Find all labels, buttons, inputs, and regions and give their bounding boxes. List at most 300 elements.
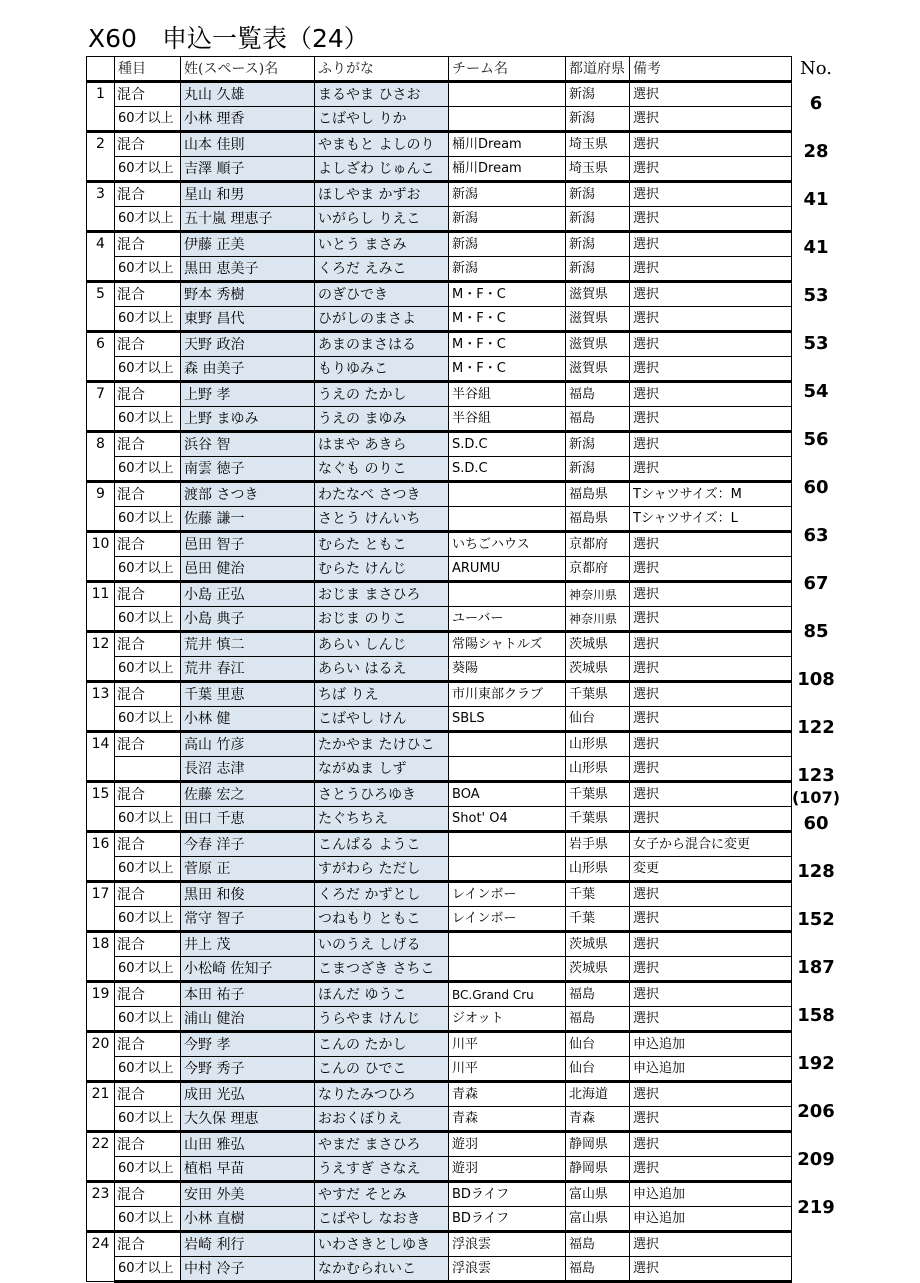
entry-number: 6 (87, 332, 115, 382)
prefecture-cell: 新潟 (566, 232, 630, 257)
kana-cell: ほしやま かずお (315, 182, 449, 207)
entry-no-value: 41 (803, 237, 829, 258)
prefecture-cell: 千葉県 (566, 782, 630, 807)
note-cell: 選択 (630, 1007, 792, 1032)
table-row (87, 832, 792, 857)
team-cell: BC.Grand Cru (449, 982, 566, 1007)
name-cell: 南雲 徳子 (181, 457, 315, 482)
prefecture-cell: 福島 (566, 1007, 630, 1032)
prefecture-cell: 福島県 (566, 507, 630, 532)
note-cell: 選択 (630, 132, 792, 157)
table-row (87, 1232, 792, 1257)
entry-number: 4 (87, 232, 115, 282)
category-cell: 混合 (115, 332, 181, 357)
kana-cell: くろだ かずとし (315, 882, 449, 907)
category-cell: 60才以上 (115, 207, 181, 232)
team-cell: 葵陽 (449, 657, 566, 682)
note-cell: 選択 (630, 757, 792, 782)
category-cell: 60才以上 (115, 107, 181, 132)
kana-cell: わたなべ さつき (315, 482, 449, 507)
table-row (87, 782, 792, 807)
table-row (87, 557, 792, 582)
team-cell: 青森 (449, 1107, 566, 1132)
team-cell: M・F・C (449, 357, 566, 382)
name-cell: 上野 まゆみ (181, 407, 315, 432)
entry-no-value: 60 (803, 477, 829, 498)
name-cell: 大久保 理恵 (181, 1107, 315, 1132)
note-cell: 選択 (630, 607, 792, 632)
name-cell: 小島 典子 (181, 607, 315, 632)
team-cell: M・F・C (449, 282, 566, 307)
name-cell: 岩崎 利行 (181, 1232, 315, 1257)
kana-cell: さとう けんいち (315, 507, 449, 532)
entry-no-value: 53 (803, 333, 829, 354)
team-cell: 川平 (449, 1032, 566, 1057)
prefecture-cell: 福島 (566, 1257, 630, 1282)
team-cell (449, 732, 566, 757)
note-cell: 選択 (630, 382, 792, 407)
note-cell: 選択 (630, 557, 792, 582)
note-cell: 選択 (630, 782, 792, 807)
category-cell: 混合 (115, 282, 181, 307)
prefecture-cell: 千葉 (566, 907, 630, 932)
kana-cell: こんぱる ようこ (315, 832, 449, 857)
kana-cell: こんの ひでこ (315, 1057, 449, 1082)
prefecture-cell: 滋賀県 (566, 332, 630, 357)
entry-no-value: 122 (797, 717, 835, 738)
prefecture-cell: 仙台 (566, 707, 630, 732)
team-cell: 常陽シャトルズ (449, 632, 566, 657)
kana-cell: うえの たかし (315, 382, 449, 407)
team-cell: 市川東部クラブ (449, 682, 566, 707)
kana-cell: はまや あきら (315, 432, 449, 457)
prefecture-cell: 新潟 (566, 257, 630, 282)
category-cell: 60才以上 (115, 707, 181, 732)
entry-number: 20 (87, 1032, 115, 1082)
name-cell: 浦山 健治 (181, 1007, 315, 1032)
kana-cell: こばやし けん (315, 707, 449, 732)
note-cell: 選択 (630, 732, 792, 757)
table-row (87, 1057, 792, 1082)
note-cell: 選択 (630, 657, 792, 682)
note-cell: 選択 (630, 582, 792, 607)
kana-cell: ちば りえ (315, 682, 449, 707)
category-cell: 60才以上 (115, 1007, 181, 1032)
category-cell: 混合 (115, 182, 181, 207)
kana-cell: あらい しんじ (315, 632, 449, 657)
note-cell: 選択 (630, 107, 792, 132)
table-row (87, 1082, 792, 1107)
table-row (87, 107, 792, 132)
name-cell: 吉澤 順子 (181, 157, 315, 182)
entry-no-value: 6 (809, 93, 823, 114)
category-cell: 60才以上 (115, 657, 181, 682)
name-cell: 常守 智子 (181, 907, 315, 932)
entry-no-value: 67 (803, 573, 829, 594)
kana-cell: こんの たかし (315, 1032, 449, 1057)
team-cell: S.D.C (449, 457, 566, 482)
team-cell: BDライフ (449, 1207, 566, 1232)
prefecture-cell: 青森 (566, 1107, 630, 1132)
note-cell: 選択 (630, 1082, 792, 1107)
entry-number: 12 (87, 632, 115, 682)
prefecture-cell: 茨城県 (566, 632, 630, 657)
kana-cell: くろだ えみこ (315, 257, 449, 282)
note-cell: 選択 (630, 257, 792, 282)
entry-no-value: 206 (797, 1101, 835, 1122)
entry-number: 21 (87, 1082, 115, 1132)
header-team: チーム名 (449, 57, 566, 82)
category-cell: 混合 (115, 882, 181, 907)
prefecture-cell: 滋賀県 (566, 357, 630, 382)
table-row (87, 907, 792, 932)
table-row (87, 507, 792, 532)
team-cell: いちごハウス (449, 532, 566, 557)
name-cell: 山田 雅弘 (181, 1132, 315, 1157)
team-cell: BOA (449, 782, 566, 807)
entry-no-value: 219 (797, 1197, 835, 1218)
team-cell (449, 507, 566, 532)
note-cell: 選択 (630, 707, 792, 732)
entry-number: 13 (87, 682, 115, 732)
category-cell: 60才以上 (115, 1257, 181, 1282)
name-cell: 菅原 正 (181, 857, 315, 882)
entry-no-value: 158 (797, 1005, 835, 1026)
category-cell: 混合 (115, 482, 181, 507)
note-cell: 選択 (630, 157, 792, 182)
table-row (87, 682, 792, 707)
prefecture-cell: 新潟 (566, 82, 630, 107)
name-cell: 邑田 健治 (181, 557, 315, 582)
note-cell: 選択 (630, 1107, 792, 1132)
name-cell: 渡部 さつき (181, 482, 315, 507)
entry-no-value: 152 (797, 909, 835, 930)
note-cell: 申込追加 (630, 1182, 792, 1207)
note-cell: 選択 (630, 632, 792, 657)
table-row (87, 857, 792, 882)
category-cell: 60才以上 (115, 407, 181, 432)
name-cell: 浜谷 智 (181, 432, 315, 457)
name-cell: 井上 茂 (181, 932, 315, 957)
category-cell: 混合 (115, 682, 181, 707)
table-row (87, 707, 792, 732)
name-cell: 山本 佳則 (181, 132, 315, 157)
team-cell: 新潟 (449, 207, 566, 232)
category-cell: 混合 (115, 1032, 181, 1057)
category-cell: 混合 (115, 432, 181, 457)
note-cell: 選択 (630, 1257, 792, 1282)
team-cell: BDライフ (449, 1182, 566, 1207)
table-row (87, 1032, 792, 1057)
header-num (87, 57, 115, 82)
category-cell: 混合 (115, 1082, 181, 1107)
category-cell: 混合 (115, 1132, 181, 1157)
category-cell: 混合 (115, 932, 181, 957)
category-cell: 混合 (115, 732, 181, 757)
note-cell: 申込追加 (630, 1207, 792, 1232)
header-pref: 都道府県 (566, 57, 630, 82)
note-cell: 選択 (630, 982, 792, 1007)
kana-cell: うえの まゆみ (315, 407, 449, 432)
table-row (87, 757, 792, 782)
table-row (87, 982, 792, 1007)
prefecture-cell: 埼玉県 (566, 157, 630, 182)
prefecture-cell: 新潟 (566, 432, 630, 457)
category-cell: 混合 (115, 232, 181, 257)
note-cell: 選択 (630, 282, 792, 307)
table-row (87, 457, 792, 482)
entry-no-sub-value: (107) (791, 788, 841, 807)
table-row (87, 207, 792, 232)
kana-cell: おおくぼりえ (315, 1107, 449, 1132)
kana-cell: うえすぎ さなえ (315, 1157, 449, 1182)
entry-no-value: 53 (803, 285, 829, 306)
note-cell: 申込追加 (630, 1032, 792, 1057)
team-cell (449, 107, 566, 132)
entry-no-value: 54 (803, 381, 829, 402)
kana-cell: ながぬま しず (315, 757, 449, 782)
category-cell: 混合 (115, 582, 181, 607)
name-cell: 安田 外美 (181, 1182, 315, 1207)
note-cell: 選択 (630, 1157, 792, 1182)
entry-number: 24 (87, 1232, 115, 1282)
kana-cell: さとうひろゆき (315, 782, 449, 807)
entry-number: 7 (87, 382, 115, 432)
prefecture-cell: 富山県 (566, 1207, 630, 1232)
entry-number: 23 (87, 1182, 115, 1232)
prefecture-cell: 北海道 (566, 1082, 630, 1107)
table-row (87, 532, 792, 557)
team-cell: 桶川Dream (449, 132, 566, 157)
header-note: 備考 (630, 57, 792, 82)
prefecture-cell: 岩手県 (566, 832, 630, 857)
category-cell: 60才以上 (115, 1157, 181, 1182)
kana-cell: むらた けんじ (315, 557, 449, 582)
entry-no-value: 60 (803, 813, 829, 834)
table-row (87, 282, 792, 307)
team-cell: M・F・C (449, 307, 566, 332)
team-cell: ARUMU (449, 557, 566, 582)
name-cell: 丸山 久雄 (181, 82, 315, 107)
name-cell: 小林 健 (181, 707, 315, 732)
team-cell: S.D.C (449, 432, 566, 457)
kana-cell: あらい はるえ (315, 657, 449, 682)
kana-cell: こばやし なおき (315, 1207, 449, 1232)
category-cell: 混合 (115, 532, 181, 557)
category-cell: 60才以上 (115, 957, 181, 982)
table-row (87, 732, 792, 757)
header-category: 種目 (115, 57, 181, 82)
table-row (87, 1207, 792, 1232)
entry-no-value: 85 (803, 621, 829, 642)
prefecture-cell: 埼玉県 (566, 132, 630, 157)
prefecture-cell: 茨城県 (566, 957, 630, 982)
category-cell: 60才以上 (115, 807, 181, 832)
entry-number: 8 (87, 432, 115, 482)
name-cell: 小林 直樹 (181, 1207, 315, 1232)
prefecture-cell: 静岡県 (566, 1157, 630, 1182)
prefecture-cell: 仙台 (566, 1057, 630, 1082)
name-cell: 今野 秀子 (181, 1057, 315, 1082)
kana-cell: まるやま ひさお (315, 82, 449, 107)
entry-number: 10 (87, 532, 115, 582)
team-cell: レインボー (449, 882, 566, 907)
name-cell: 小島 正弘 (181, 582, 315, 607)
table-row (87, 307, 792, 332)
kana-cell: たぐちちえ (315, 807, 449, 832)
kana-cell: なりたみつひろ (315, 1082, 449, 1107)
team-cell (449, 582, 566, 607)
prefecture-cell: 福島 (566, 1232, 630, 1257)
category-cell: 混合 (115, 632, 181, 657)
kana-cell: もりゆみこ (315, 357, 449, 382)
name-cell: 本田 祐子 (181, 982, 315, 1007)
team-cell: 遊羽 (449, 1132, 566, 1157)
entry-table (86, 56, 792, 1283)
note-cell: 選択 (630, 532, 792, 557)
note-cell: 選択 (630, 882, 792, 907)
category-cell: 60才以上 (115, 557, 181, 582)
table-row (87, 82, 792, 107)
note-cell: 選択 (630, 357, 792, 382)
entry-number: 2 (87, 132, 115, 182)
kana-cell: のぎひでき (315, 282, 449, 307)
table-row (87, 182, 792, 207)
entry-no-value: 128 (797, 861, 835, 882)
table-row (87, 882, 792, 907)
note-cell: 選択 (630, 82, 792, 107)
kana-cell: うらやま けんじ (315, 1007, 449, 1032)
name-cell: 伊藤 正美 (181, 232, 315, 257)
table-row (87, 1257, 792, 1282)
team-cell: 新潟 (449, 182, 566, 207)
category-cell: 60才以上 (115, 457, 181, 482)
name-cell: 今春 洋子 (181, 832, 315, 857)
team-cell (449, 757, 566, 782)
table-row (87, 1157, 792, 1182)
table-row (87, 607, 792, 632)
name-cell: 森 由美子 (181, 357, 315, 382)
kana-cell: むらた ともこ (315, 532, 449, 557)
prefecture-cell: 神奈川県 (566, 582, 630, 607)
note-cell: 選択 (630, 432, 792, 457)
prefecture-cell: 山形県 (566, 857, 630, 882)
entry-no-value: 41 (803, 189, 829, 210)
note-cell: 選択 (630, 207, 792, 232)
category-cell: 60才以上 (115, 507, 181, 532)
team-cell (449, 482, 566, 507)
table-row (87, 332, 792, 357)
entry-number: 17 (87, 882, 115, 932)
prefecture-cell: 京都府 (566, 557, 630, 582)
table-row (87, 1007, 792, 1032)
kana-cell: いがらし りえこ (315, 207, 449, 232)
prefecture-cell: 仙台 (566, 1032, 630, 1057)
note-cell: 選択 (630, 457, 792, 482)
category-cell: 混合 (115, 832, 181, 857)
category-cell: 60才以上 (115, 1107, 181, 1132)
entry-number: 5 (87, 282, 115, 332)
note-cell: 選択 (630, 1232, 792, 1257)
prefecture-cell: 茨城県 (566, 657, 630, 682)
team-cell (449, 932, 566, 957)
name-cell: 中村 冷子 (181, 1257, 315, 1282)
prefecture-cell: 山形県 (566, 732, 630, 757)
kana-cell: やすだ そとみ (315, 1182, 449, 1207)
table-row (87, 482, 792, 507)
prefecture-cell: 新潟 (566, 182, 630, 207)
team-cell: 遊羽 (449, 1157, 566, 1182)
category-cell: 60才以上 (115, 1057, 181, 1082)
table-row (87, 657, 792, 682)
kana-cell: やまもと よしのり (315, 132, 449, 157)
note-cell: 選択 (630, 957, 792, 982)
entry-number: 18 (87, 932, 115, 982)
note-cell: 申込追加 (630, 1057, 792, 1082)
team-cell: レインボー (449, 907, 566, 932)
prefecture-cell: 富山県 (566, 1182, 630, 1207)
kana-cell: なぐも のりこ (315, 457, 449, 482)
category-cell: 60才以上 (115, 907, 181, 932)
table-row (87, 1182, 792, 1207)
prefecture-cell: 千葉 (566, 882, 630, 907)
kana-cell: よしざわ じゅんこ (315, 157, 449, 182)
name-cell: 野本 秀樹 (181, 282, 315, 307)
note-cell: 選択 (630, 332, 792, 357)
kana-cell: やまだ まさひろ (315, 1132, 449, 1157)
note-cell: 選択 (630, 807, 792, 832)
kana-cell: いわさきとしゆき (315, 1232, 449, 1257)
name-cell: 長沼 志津 (181, 757, 315, 782)
note-cell: 選択 (630, 182, 792, 207)
table-row (87, 257, 792, 282)
kana-cell: おじま のりこ (315, 607, 449, 632)
entry-no-value: 209 (797, 1149, 835, 1170)
category-cell: 混合 (115, 382, 181, 407)
name-cell: 小松崎 佐知子 (181, 957, 315, 982)
prefecture-cell: 千葉県 (566, 807, 630, 832)
note-cell: 選択 (630, 232, 792, 257)
team-cell: 半谷組 (449, 407, 566, 432)
name-cell: 佐藤 宏之 (181, 782, 315, 807)
table-row (87, 232, 792, 257)
prefecture-cell: 福島県 (566, 482, 630, 507)
category-cell: 60才以上 (115, 307, 181, 332)
category-cell: 混合 (115, 1232, 181, 1257)
entry-no-value: 108 (797, 669, 835, 690)
prefecture-cell: 福島 (566, 982, 630, 1007)
prefecture-cell: 神奈川県 (566, 607, 630, 632)
note-cell: Tシャツサイズ：M (630, 482, 792, 507)
team-cell: 半谷組 (449, 382, 566, 407)
category-cell (115, 757, 181, 782)
category-cell: 60才以上 (115, 857, 181, 882)
table-row (87, 157, 792, 182)
team-cell: 浮浪雲 (449, 1232, 566, 1257)
page-title: X60 申込一覧表（24） (88, 24, 369, 53)
table-row (87, 407, 792, 432)
team-cell: M・F・C (449, 332, 566, 357)
kana-cell: おじま まさひろ (315, 582, 449, 607)
table-row (87, 432, 792, 457)
entry-no-value: 63 (803, 525, 829, 546)
header-no: No. (800, 58, 832, 79)
prefecture-cell: 新潟 (566, 207, 630, 232)
name-cell: 五十嵐 理恵子 (181, 207, 315, 232)
kana-cell: いとう まさみ (315, 232, 449, 257)
entry-no-value: 123 (797, 765, 835, 786)
prefecture-cell: 滋賀県 (566, 307, 630, 332)
